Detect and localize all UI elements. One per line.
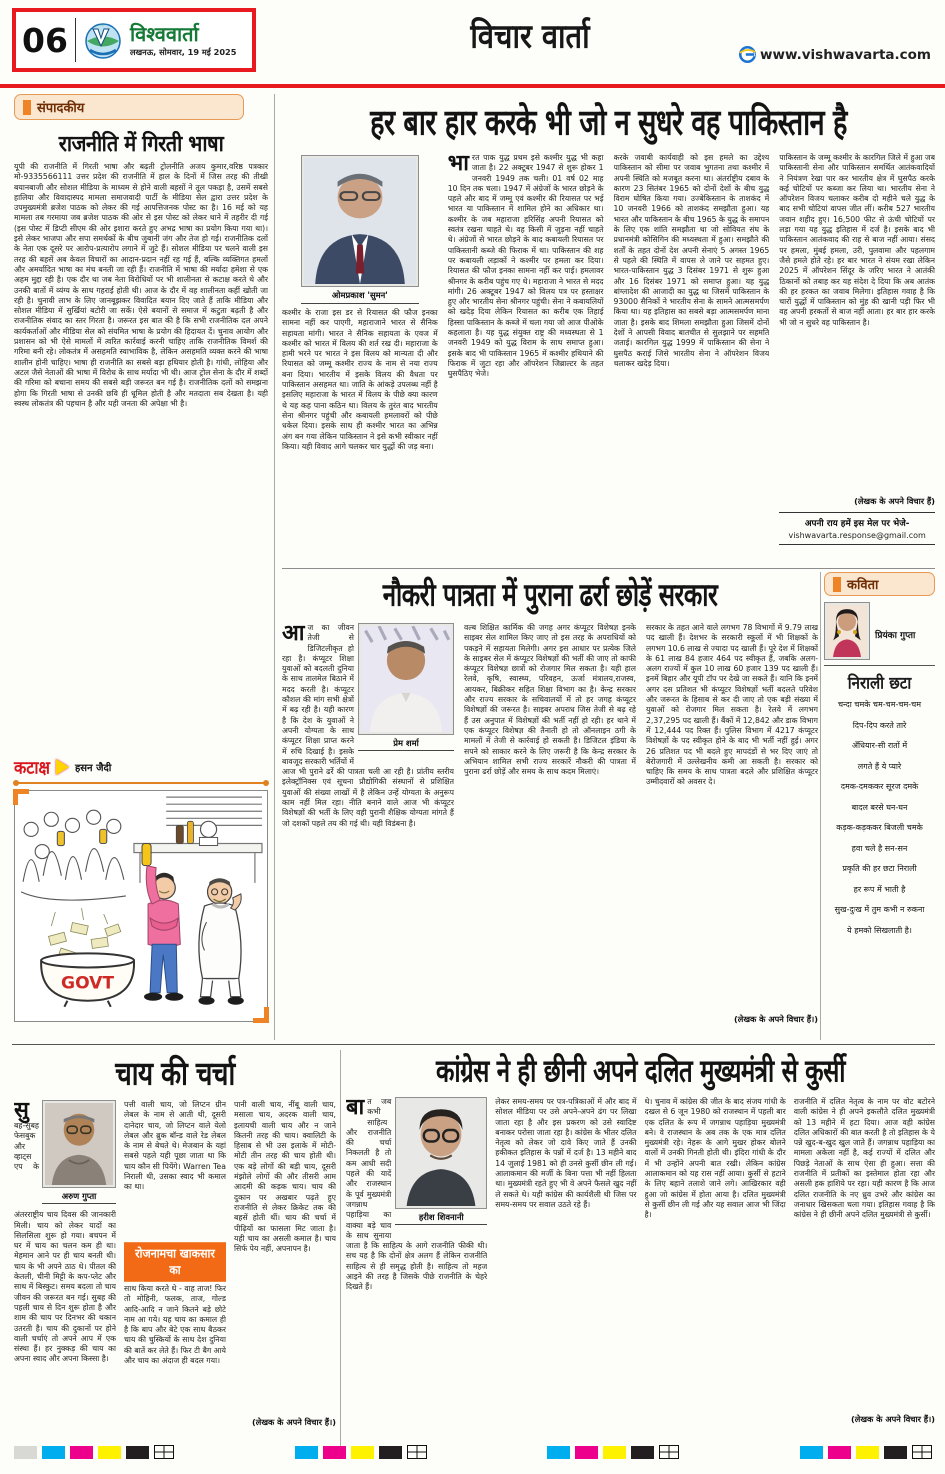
browser-e-icon [739,46,756,63]
author-credit: (लेखक के अपने विचार हैं) [854,496,935,506]
author-photo-image [304,158,416,284]
cartoon-image [15,791,267,1021]
article-text: पाकिस्तान के जम्मू कश्मीर के कारगिल जिले में हुआ जब पाकिस्तानी सेना और पाकिस्तान समर्थित आतंकवादियों ने नियंत्रण रेखा पार कर भारतीय क्षेत्र में घुसपैठ करके कई चोटियों पर कब्जा कर लिया था। भारतीय सेना ने ऑपरेशन विजय चलाकर करीब दो महीने चले युद्ध के बाद सभी चोटियां वापस जीत लीं। करीब 527 भारतीय जवान शहीद हुए। 16,500 फीट से ऊंची चोटियों पर लड़ा गया यह युद्ध इतिहास में दर्ज है। इसके बाद भी पाकिस्तान आतंकवाद की राह से बाज नहीं आया। संसद पर हमला, मुंबई हमला, उरी, पुलवामा और पहलगाम जैसे हमले होते रहे। हर बार भारत ने संयम रखा लेकिन 2025 में ऑपरेशन सिंदूर के जरिए भारत ने आतंकी ठिकानों को तबाह कर यह संदेश दे दिया कि अब आतंक की हर हरकत का जवाब मिलेगा। इतिहास गवाह है कि चारों युद्धों में पाकिस्तान को मुंह की खानी पड़ी फिर भी वह अपनी हरकतों से बाज नहीं आता। हर बार हार करके भी जो न सुधरे वह पाकिस्तान है। [779,153,935,327]
author-caption: प्रेम शर्मा [358,735,454,751]
article-text: राजनीति में दलित नेतृत्व के नाम पर वोट बटोरने वाली कांग्रेस ने ही अपने इकलौते दलित मुख्यमंत्री को 13 महीने में हटा दिया। आज वही कांग्रेस दलित अधिकारों की बात करती है तो इतिहास के ये पन्ने खुद-ब-खुद खुल जाते हैं। जगन्नाथ पहाड़िया का मामला अकेला नहीं है, कई राज्यों में दलित और पिछड़े नेताओं के साथ ऐसा ही हुआ। सत्ता की राजनीति में प्रतीकों का इस्तेमाल होता रहा और असली हक हाशिये पर रहा। यही कारण है कि आज दलित राजनीति के नए ध्रुव उभरे और कांग्रेस का जनाधार खिसकता चला गया। इतिहास गवाह है कि कांग्रेस ने ही छीनी अपने दलित मुख्यमंत्री से कुर्सी। [793,1097,935,1220]
feedback-box [779,512,935,545]
masthead-box [12,8,256,72]
main-col-4 [779,153,935,577]
main-col-3 [614,153,770,577]
poem-line: दिप-दिप करते तारे [852,720,907,730]
article-text: कश्मीर के राजा इस डर से रियासत की फौज इनका सामना नहीं कर पाएगी, महाराजाने भारत से सैनिक सहायता मांगी। भारत ने सैनिक सहायता के एवज में कश्मीर को भारत में विलय की शर्त रख दी। महाराजा के हामी भरने पर भारत ने इस विलय को मान्यता दी और रियासत को जम्मू कश्मीर राज्य के नाम से नया राज्य बना दिया। भारतीय में इसके विलय की वैधता पर पाकिस्तान असहमत था। जाति के आंकड़े उपलब्ध नहीं है इसलिए महाराजा के भारत में विलय के पीछे क्या कारण थे यह कह पाना कठिन था। विलय के तुरंत बाद भारतीय सेना श्रीनगर पहुंची और कबायली हमलावरों को पीछे धकेल दिया। इसके साथ ही कश्मीर भारत का अभिन्न अंग बन गया लेकिन पाकिस्तान ने इसे कभी स्वीकार नहीं किया। यही विवाद आगे चलकर चार युद्धों की जड़ बना। [282,308,438,451]
registration-mark [295,1445,427,1459]
cartoon-header [14,756,268,778]
poem-line: दमक-दमककर सूरज दमके [840,782,919,791]
author-photo-image [361,626,451,732]
editorial-section [14,94,268,750]
drop-cap: बा [346,1097,365,1120]
congress-col-1 [346,1097,487,1427]
poet-photo [824,602,870,660]
author-photo-image [398,1100,484,1206]
dateline: लखनऊ, सोमवार, 19 मई 2025 [129,46,237,57]
cartoon-section [14,756,268,1022]
cartoon-frame [14,790,268,1022]
congress-col-2 [495,1097,636,1427]
print-registration-row [14,1445,932,1459]
article-text: बह-सुबह फेसबुक और व्हाट्स एप के अंतरराष्ट्रीय चाय दिवस की जानकारी मिली। चाय को लेकर यादों का सिलसिला शुरू हो गया। बचपन में घर में चाय का चलन कम ही था। मेहमान आने पर ही चाय बनती थी। चाय के भी अपने ठाठ थे। पीतल की केतली, चीनी मिट्टी के कप-प्लेट और साथ में बिस्कुट। समय बदला तो चाय जीवन की जरूरत बन गई। सुबह की पहली चाय से दिन शुरू होता है और शाम की चाय पर दिनभर की थकान उतरती है। चाय की दुकानों पर होने वाली चर्चाएं तो अपने आप में एक संस्था हैं। हर नुक्कड़ की चाय का अपना स्वाद और अपना किस्सा है। [14,1121,116,1364]
poem-line: लगते हैं ये प्यारे [857,761,902,771]
article-text: पानी वाली चाय, नींबू वाली चाय, मसाला चाय, अदरक वाली चाय, इलायची वाली चाय और न जाने कितनी तरह की चाय। क्वालिटी के हिसाब से भी उस इलाके में मोटी-मोटी तीन तरह की चाय होती थी। एक बड़े लोगों की बड़ी चाय, दूसरी मंझोले लोगों की और तीसरी आम आदमी की कड़क चाय। चाय की दुकान पर अखबार पढ़ते हुए राजनीति से लेकर क्रिकेट तक की बहसें होती थीं। चाय की चर्चा में पीढ़ियों का फासला मिट जाता है। यही चाय का असली कमाल है। चाय सिर्फ पेय नहीं, अपनापन है। [234,1100,336,1254]
cartoon-label: कटाक्ष [14,757,50,778]
article-text: सरकार के तहत आने वाले लगभग 78 विभागों में 9.79 लाख पद खाली हैं। देशभर के सरकारी स्कूलों में भी शिक्षकों के लगभग 10.6 लाख से ज्यादा पद खाली हैं। पूरे देश में शिक्षकों के 61 लाख 84 हजार 464 पद स्वीकृत हैं, जबकि अलग-अलग राज्यों में कुल 10 लाख 60 हजार 139 पद खाली हैं। इनमें बिहार और यूपी टॉप पर देखे जा सकते हैं। यानि कि इनमें अगर दस प्रतिशत भी कंप्यूटर विशेषज्ञों भर्ती बदलते परिवेश और जरूरत के हिसाब से कर दी जाए तो एक बड़ी संख्या में युवाओं को रोजगार मिल सकता है। रेलवे में लगभग 2,37,295 पद खाली हैं। बैंकों में 12,842 और डाक विभाग में 12,444 पद रिक्त हैं। पुलिस विभाग में 4217 कंप्यूटर विशेषज्ञों के पद स्वीकृत होने के बाद भी भर्ती नहीं हुई। अगर 26 प्रतिशत पद भी बदले हुए मापदंडों से भर दिए जाएं तो बेरोजगारी में उल्लेखनीय कमी आ सकती है। सरकार को चाहिए कि समय के साथ पात्रता बदले और प्रशिक्षित कंप्यूटर उम्मीदवारों को अवसर दे। [646,623,818,787]
website-url [739,46,931,63]
article-text: त जब कभी साहित्य और राजनीति की चर्चा निकलती है तो कम आधी सदी पहले की यादें और राजस्थान के पूर्व मुख्यमंत्री जगन्नाथ पहाड़िया का वाक्या बड़े चाव के साथ सुनाया जाता है कि साहित्य के आगे राजनीति फीकी थी। सच यह है कि दोनों क्षेत्र अलग हैं लेकिन राजनीति साहित्य से ही समृद्ध होती है। साहित्य तो महज आइने की तरह है जिसके पीछे राजनीति के चेहरे दिखते हैं। [346,1097,488,1292]
page-number: 06 [22,20,68,60]
masthead-title: विश्ववार्ता [129,21,199,46]
cartoonist-name: हसन जैदी [74,763,112,774]
registration-grid-icon [407,1445,427,1459]
tea-article [14,1050,336,1430]
poem-line: हवा चले है सन-सन [851,843,908,853]
registration-mark [800,1445,932,1459]
poem-line: ये हमको सिखलाती है। [847,925,912,935]
corner-accent [13,789,29,805]
registration-grid-icon [154,1445,174,1459]
poet-photo-image [827,605,867,657]
jobs-headline: नौकरी पात्रता में पुराना ढर्रा छोड़ें सरकार [382,576,718,614]
author-caption: हरीश शिवनानी [395,1209,487,1225]
tea-col-2 [124,1100,226,1430]
poem-line: चन्दा चमके चम-चम-चम-चम [837,700,922,709]
author-caption: ओमप्रकाश 'सुमन' [301,287,419,304]
poem-line: बादल बरसे घन-घन [851,802,908,812]
poem-line: प्रकृति की हर छटा निराली [842,864,917,873]
poem-line: कड़क-कड़ककर बिजली चमके [836,823,923,832]
main-col-2 [448,153,604,577]
main-col-1 [282,153,438,577]
tea-headline: चाय की चर्चा [115,1055,235,1094]
author-photo [395,1097,487,1209]
editorial-label: संपादकीय [14,94,244,120]
author-photo-image [45,1103,113,1185]
column-inline-label: रोजनामचा खाकसार का [124,1242,226,1282]
congress-article [346,1050,935,1427]
author-caption: अरुण गुप्ता [42,1188,116,1204]
divider [75,18,76,62]
drop-cap: आ [282,623,305,646]
drop-cap: सु [14,1100,29,1123]
orange-accent [833,577,841,592]
poem-title: निराली छटा [847,673,912,693]
website-text: www.vishwavarta.com [760,46,931,63]
cartoon-pot-label: GOVT [61,973,115,994]
section-title: विचार वार्ता [470,16,590,56]
article-text: थे। चुनाव में कांग्रेस की जीत के बाद संजय गांधी के दखल से 6 जून 1980 को राजस्थान में पहली बार एक दलित के रूप में जगन्नाथ पहाड़िया मुख्यमंत्री बने। वे राजस्थान के अब तक के एक मात्र दलित मुख्यमंत्री रहे। नेहरू के आगे मुखर होकर बोलने वालों में उनकी गिनती होती थी। इंदिरा गांधी के दौर में भी उन्होंने अपनी बात रखी। लेकिन कांग्रेस आलाकमान को यह रास नहीं आया। कुर्सी से हटाने के लिए बहाने तलाशे जाने लगे। आखिरकार वही हुआ जो कांग्रेस में होता आया है। दलित मुख्यमंत्री से कुर्सी छीन ली गई और यह सवाल आज भी जिंदा है। [644,1097,786,1220]
header-rule [0,84,945,88]
editorial-headline: राजनीति में गिरती भाषा [58,129,224,157]
tea-col-3 [234,1100,336,1430]
author-photo [358,623,454,735]
feedback-line: अपनी राय हमें इस मेल पर भेजे- [804,519,910,529]
main-headline: हर बार हार करके भी जो न सुधरे वह पाकिस्तान है [370,102,847,144]
divider [14,782,268,784]
article-text: रत पाक युद्ध प्रथम इसे कश्मीर युद्ध भी कहा जाता है। 22 अक्टूबर 1947 से शुरू होकर 1 जनवरी 1949 तक चली। 01 वर्ष 02 माह 10 दिन तक चला। 1947 में अंग्रेजों के भारत छोड़ने के पहले और बाद में जम्मू एवं कश्मीर की रियासत पर भई भारत या पाकिस्तान में शामिल होने का अधिकार था। कश्मीर के जब महाराजा हरिसिंह अपनी रियासत को स्वतंत्र रखना चाहते थे। वह किसी में जुड़ना नहीं चाहते थे। अंग्रेजों से भारत छोड़ने के बाद कबायली रियासत पर पाकिस्तानी कब्जे की फिराक में था। पाकिस्तान की शह पर कबायली लड़ाकों ने कश्मीर पर हमला कर दिया। रियासत की फौज इनका सामना नहीं कर पाई। हमलावर श्रीनगर के करीब पहुंच गए थे। महाराजा ने भारत से मदद मांगी। 26 अक्टूबर 1947 को विलय पत्र पर हस्ताक्षर हुए और भारतीय सेना श्रीनगर पहुंची। सेना ने कबायलियों को खदेड़ दिया लेकिन रियासत का करीब एक तिहाई हिस्सा पाकिस्तान के कब्जे में चला गया जो आज पीओके कहलाता है। यह युद्ध संयुक्त राष्ट्र की मध्यस्थता से 1 जनवरी 1949 को युद्ध विराम के साथ समाप्त हुआ। इसके बाद भी पाकिस्तान 1965 में कश्मीर हथियाने की फिराक में जुटा रहा और ऑपरेशन जिब्राल्टर के तहत घुसपैठिए भेजे। [447,153,604,379]
registration-mark [14,1445,174,1459]
author-credit: (लेखक के अपने विचार हैं।) [252,1417,336,1427]
column-rule [340,1050,341,1446]
tea-col-1 [14,1100,116,1430]
congress-col-3 [645,1097,786,1427]
article-text: पत्ती वाली चाय, जो लिप्टन ग्रीन लेबल के नाम से आती थी, दूसरी दानेदार चाय, जो लिप्टन वाले येलो लेबल और ब्रुक बॉन्ड वाले रेड लेबल के नाम से बेचते थे। मेजबान के यहां सबसे पहले यही पूछा जाता था कि चाय कौन सी पियेंगे। Warren Tea निराली थी, उसका स्वाद भी कमाल का था। [124,1100,226,1192]
poet-name: प्रियंका गुप्ता [875,631,916,641]
author-credit: (लेखक के अपने विचार हैं।) [851,1414,935,1424]
poem-line: सुख-दुःख में तुम कभी न रुकना [834,905,925,914]
jobs-article [282,572,818,1027]
article-text: लेकर समय-समय पर पत्र-पत्रिकाओं में और बाद में सोशल मीडिया पर उसे अपने-अपने ढंग पर लिखा जाता रहा है और इस प्रकरण को उसे स्वादिष्ट बनाकर परोसा जाता रहा है। कांग्रेस के भीतर दलित नेतृत्व को लेकर जो दावे किए जाते हैं उनकी हकीकत इतिहास के पन्नों में दर्ज है। 13 महीने बाद 14 जुलाई 1981 को ही उनसे कुर्सी छीन ली गई। आलाकमान की मर्जी के बिना पत्ता भी नहीं हिलता था। मुख्यमंत्री रहते हुए भी वे अपने फैसले खुद नहीं ले सकते थे। यही कांग्रेस की कार्यशैली थी जिस पर समय-समय पर सवाल उठते रहे हैं। [495,1097,637,1209]
author-credit: (लेखक के अपने विचार हैं।) [734,1014,818,1024]
jobs-col-3 [646,623,818,1027]
author-photo [42,1100,116,1188]
article-text: करके जवाबी कार्यवाही को इस हमले का उद्देश्य पाकिस्तान को सीमा पर जवाब भुगतना तथा कश्मीर में अपनी स्थिति को मजबूत करना था। अंतर्राष्ट्रीय दबाव के कारण 23 सितंबर 1965 को दोनों देशों के बीच युद्ध विराम घोषित किया गया। उज्बेकिस्तान के ताशकंद में 10 जनवरी 1966 को ताशकंद समझौता हुआ। यह भारत और पाकिस्तान के बीच 1965 के युद्ध के समापन के लिए एक शांति समझौता था जो सोवियत संघ के प्रधानमंत्री कोसिगिन की मध्यस्थता में हुआ। समझौते की शर्तों के तहत दोनों देश अपनी सेनाएं 5 अगस्त 1965 से पहले की स्थिति में वापस ले जाने पर सहमत हुए। भारत-पाकिस्तान युद्ध 3 दिसंबर 1971 से शुरू हुआ और 16 दिसंबर 1971 को समाप्त हुआ। यह युद्ध बांग्लादेश की आजादी का युद्ध था जिसमें पाकिस्तान के 93000 सैनिकों ने भारतीय सेना के सामने आत्मसमर्पण किया था। यह इतिहास का सबसे बड़ा आत्मसमर्पण माना जाता है। इसके बाद शिमला समझौता हुआ जिसमें दोनों देशों ने आपसी विवाद बातचीत से सुलझाने पर सहमति जताई। कारगिल युद्ध 1999 में पाकिस्तान की सेना ने घुसपैठ कराई जिसे भारतीय सेना ने ऑपरेशन विजय चलाकर खदेड़ दिया। [613,153,770,368]
article-text: वल्ब शिक्षित कार्मिक की जगह अगर कंप्यूटर विशेषज्ञ इनके साइबर सेल शामिल किए जाए तो इस तरह के अपराधियों को पकड़ने में सहायता मिलेगी। अगर इस आधार पर प्रत्येक जिले के साइबर सेल में कंप्यूटर विशेषज्ञों की भर्ती की जाए तो काफी कंप्यूटर विशेषज्ञ छात्रों को रोजगार मिल सकता है। यही हाल रेलवे, कृषि, स्वास्थ्य, परिवहन, ऊर्जा मंत्रालय,राजस्व, आयकर, बिक्रीकर सहित शिक्षा विभाग का है। केन्द्र सरकार और राज्य सरकार के सचिवालयों में तो हर जगह कंप्यूटर विशेषज्ञों की जरूरत है। साइबर अपराध जिस तेजी से बढ़ रहे हैं उस अनुपात में विशेषज्ञों की भर्ती नहीं हो रही। हर थाने में एक कंप्यूटर विशेषज्ञ की तैनाती हो तो ऑनलाइन ठगी के मामलों में तेजी से कार्रवाई हो सकती है। डिजिटल इंडिया के सपने को साकार करने के लिए जरूरी है कि केन्द्र सरकार के अभियान शामिल सभी राज्य सरकारें नौकरी की पात्रता में पुराना ढर्रा छोड़ें और समय के साथ कदम मिलाएं। [464,623,636,777]
poem-line: हर रूप में भाती है [853,884,906,894]
congress-col-4 [794,1097,935,1427]
registration-grid-icon [659,1445,679,1459]
poem-section [824,572,935,945]
jobs-col-2 [464,623,636,1027]
column-rule [274,94,275,1040]
corner-accent [253,1007,269,1023]
author-photo [301,155,419,287]
main-article [282,94,935,577]
poem-label: कविता [824,572,935,596]
article-text: साथ किया करते थे - वाह ताज! फिर तो मोहिनी, फलक, ताज, गोल्ड आदि-आदि न जाने कितने बड़े छोटे नाम आ गये। यह चाय का कमाल ही है कि बाप और बेटे एक साथ बैठकर चाय की चुस्कियों के साथ देश दुनिया की बातें कर लेते हैं। फिर टी बैग आये और चाय का अंदाज ही बदल गया। [124,1284,226,1366]
section-rule [12,1044,935,1045]
registration-grid-icon [912,1445,932,1459]
vishwavarta-logo-icon [83,20,123,60]
column-rule [820,572,821,1040]
poet-header [824,602,935,666]
article-text: ज का जीवन तेजी से डिजिटलीकृत हो रहा है। कंप्यूटर शिक्षा युवाओं को बदलती दुनिया के साथ तालमेल बिठाने में मदद करती है। कंप्यूटर कौशल की मांग सभी क्षेत्रों में बढ़ रही है। यही कारण है कि देश के युवाओं ने अपनी योग्यता के साथ कंप्यूटर शिक्षा प्राप्त करने में रुचि दिखाई है। इसके बावजूद सरकारी भर्तियों में आज भी पुराने ढर्रे की पात्रता चली आ रही है। प्रांतीय स्तरीय इलेक्ट्रॉनिक्स एवं सूचना प्रौद्योगिकी संस्थानों से प्रशिक्षित युवाओं की संख्या लाखों में है लेकिन उन्हें योग्यता के अनुरूप काम नहीं मिल रहा। नीति बनाने वाले आज भी कंप्यूटर विशेषज्ञों की भर्ती के लिए वही पुरानी शैक्षिक योग्यता मांगते हैं जो दशकों पहले तय की गई थी। यही विडंबना है। [282,623,454,828]
orange-accent [23,100,31,115]
jobs-col-1 [282,623,454,1027]
poem-line: अँधियार-सी रातों में [851,741,908,750]
drop-cap: भा [447,153,469,176]
registration-mark [547,1445,679,1459]
feedback-email: vishwavarta.response@gmail.com [788,531,926,540]
arrow-icon [56,759,69,775]
editorial-body: यूपी की राजनीति में गिरती भाषा और बढ़ती ट्रोलनीति अजय कुमार,वरिष्ठ पत्रकार मो-9335566111 उत्तर प्रदेश की राजनीति में हाल के दिनों में जिस तरह की तीखी बयानबाजी और सोशल मीडिया के माध्यम से होने वाली बहसों ने तूल पकड़ा है, उसमें सबसे हालिया और विवादास्पद मामला समाजवादी पार्टी के मीडिया सेल द्वारा उत्तर प्रदेश के उपमुख्यमंत्री ब्रजेश पाठक को लेकर की गई आपत्तिजनक पोस्ट का है। 16 मई को यह मामला तब गरमाया जब ब्रजेश पाठक की ओर से इस पोस्ट को लेकर थाने में तहरीर दी गई (इस पोस्ट में डिप्टी सीएम की ओर इशारा करते हुए अभद्र भाषा का प्रयोग किया गया था)। इसे लेकर भाजपा और सपा समर्थकों के बीच जुबानी जंग और तेज हो गई। राजनीतिक दलों के नेता एक दूसरे पर आरोप-प्रत्यारोप लगाने में जुटे हैं। सोशल मीडिया पर चलने वाली इस तरह की बहसें अब केवल विचारों का आदान-प्रदान नहीं रह गई हैं, बल्कि व्यक्तिगत हमलों और अमर्यादित भाषा का मंच बनती जा रही हैं। राजनीति में भाषा की मर्यादा हमेशा से एक अहम मुद्दा रही है। एक दौर था जब नेता विरोधियों पर भी शालीनता से कटाक्ष करते थे और उनकी बातों में व्यंग्य के साथ गहराई होती थी। आज के दौर में वह शालीनता कहीं खोती जा रही है। चुनावी लाभ के लिए जानबूझकर विवादित बयान दिए जाते हैं ताकि मीडिया और सोशल मीडिया में सुर्खियां बटोरी जा सकें। ऐसे बयानों से समाज में कटुता बढ़ती है और राजनीतिक संवाद का स्तर गिरता है। जरूरत इस बात की है कि सभी राजनीतिक दल अपने कार्यकर्ताओं और मीडिया सेल को संयमित भाषा के प्रयोग की हिदायत दें। चुनाव आयोग और प्रशासन को भी ऐसे मामलों में त्वरित कार्रवाई करनी चाहिए ताकि राजनीतिक विमर्श की गरिमा बनी रहे। लोकतंत्र में असहमति स्वाभाविक है, लेकिन असहमति व्यक्त करने की भाषा शालीन होनी चाहिए। भाषा ही राजनीति का सबसे बड़ा हथियार होती है। गांधी, लोहिया और अटल जैसे नेताओं की भाषा में विरोध के साथ मर्यादा भी थी। आज ट्रोल सेना के दौर में शब्दों की गरिमा को बचाना समय की सबसे बड़ी जरूरत बन गई है। राजनीतिक दलों को समझना होगा कि गिरती भाषा से उनकी छवि ही धूमिल होती है और मतदाता सब देखता है। यही स्वस्थ लोकतंत्र की पहचान है और यही जनता की अपेक्षा भी है। [14,162,268,408]
congress-headline: कांग्रेस ने ही छीनी अपने दलित मुख्यमंत्री से कुर्सी [435,1052,846,1090]
